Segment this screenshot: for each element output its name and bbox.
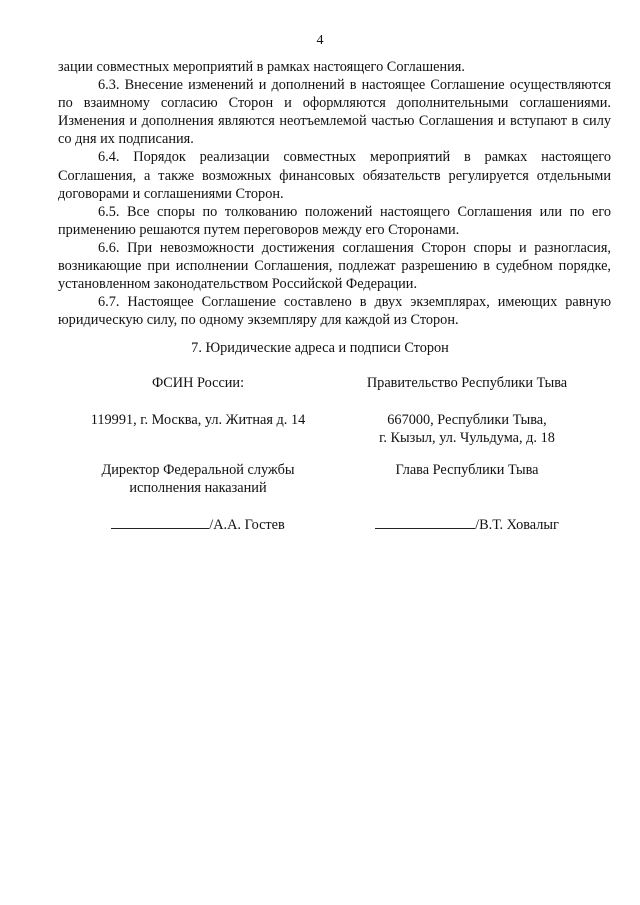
left-party-position bbox=[48, 461, 348, 497]
section-heading: 7. Юридические адреса и подписи Сторон bbox=[191, 340, 449, 356]
paragraph-6-6: 6.6. При невозможности достижения соглашения Сторон споры и разногласия, возникающие при исполнении Соглашения, подлежат разрешению в судебном порядке, установленном законодательством Российской Федерации. bbox=[58, 239, 611, 293]
left-position-line1: Директор Федеральной службы bbox=[101, 462, 295, 478]
right-address-line2: г. Кызыл, ул. Чульдума, д. 18 bbox=[379, 430, 555, 446]
left-signature-block bbox=[48, 514, 348, 534]
left-party-name: ФСИН России: bbox=[151, 375, 245, 391]
left-signature-name: /А.А. Гостев bbox=[209, 517, 285, 533]
signature-line bbox=[375, 514, 475, 529]
document-body bbox=[58, 58, 611, 329]
paragraph-6-7: 6.7. Настоящее Соглашение составлено в двух экземплярах, имеющих равную юридическую силу, по одному экземпляру для каждой из Сторон. bbox=[58, 294, 611, 329]
paragraph-6-4: 6.4. Порядок реализации совместных мероприятий в рамках настоящего Соглашения, а также возможных финансовых обязательств регулируется отдельными договорами и соглашениями Сторон. bbox=[58, 149, 611, 202]
right-party-position: Глава Республики Тыва bbox=[395, 462, 539, 478]
paragraph-6-5: 6.5. Все споры по толкованию положений настоящего Соглашения или по его применению решаются путем переговоров между его Сторонами. bbox=[58, 203, 611, 238]
page-number: 4 bbox=[316, 33, 324, 48]
paragraph-6-3: 6.3. Внесение изменений и дополнений в настоящее Соглашение осуществляются по взаимному согласию Сторон и оформляются дополнительными соглашениями. Изменения и дополнения являются неотъемлемой частью Соглашения и вступают в силу со дня их подписания. bbox=[58, 77, 611, 148]
right-signature-block bbox=[317, 514, 617, 534]
right-party-address bbox=[317, 411, 617, 447]
signature-line bbox=[111, 514, 209, 529]
paragraph-continuation: зации совместных мероприятий в рамках настоящего Соглашения. bbox=[58, 59, 465, 75]
left-party-address: 119991, г. Москва, ул. Житная д. 14 bbox=[90, 412, 306, 428]
right-signature-name: /В.Т. Ховалыг bbox=[475, 517, 559, 533]
right-party-name: Правительство Республики Тыва bbox=[366, 375, 568, 391]
right-address-line1: 667000, Республики Тыва, bbox=[387, 412, 547, 428]
left-position-line2: исполнения наказаний bbox=[129, 480, 267, 496]
